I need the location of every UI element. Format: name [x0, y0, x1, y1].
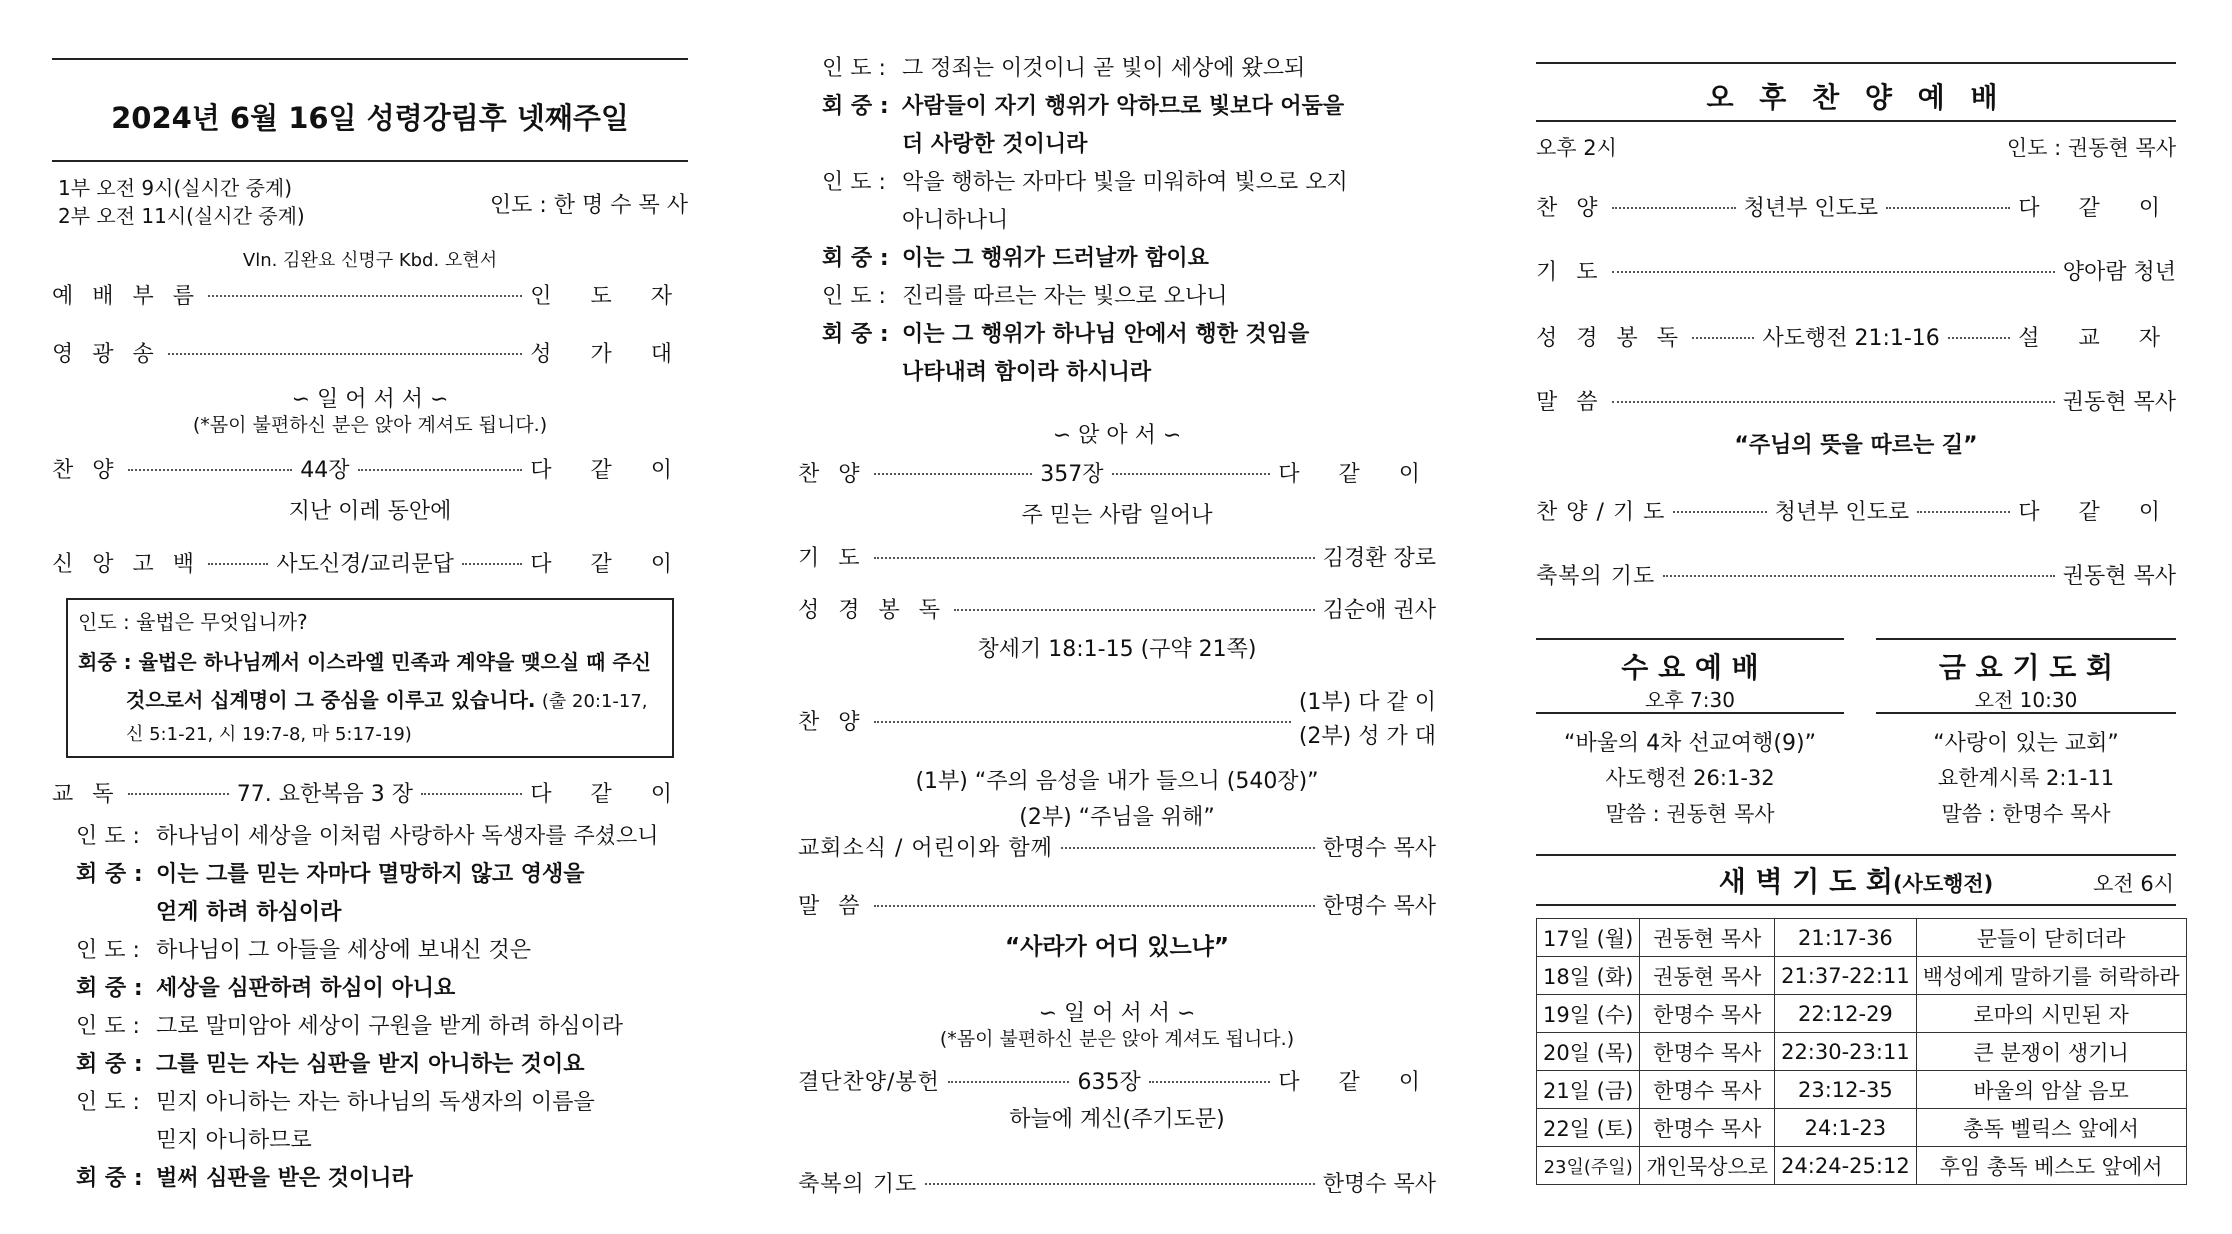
sitdown-heading: ∽ 앉 아 서 ∽ — [1052, 423, 1182, 448]
friday-prayer — [1876, 638, 2176, 838]
order-right: 김경환 장로 — [1322, 545, 1436, 571]
order-label: 축복의 기도 — [798, 1171, 918, 1197]
title-cell: 후임 총독 베스도 앞에서 — [1916, 1147, 2186, 1185]
leader-dots — [1112, 473, 1271, 475]
catechism-q-text: 율법은 무엇입니까? — [136, 610, 308, 634]
order-item — [798, 1162, 1436, 1202]
order-label: 축복의 기도 — [1536, 563, 1656, 589]
order-item — [798, 536, 1436, 576]
day-cell: 17일 (월) — [1537, 919, 1640, 957]
catechism-answer — [78, 646, 651, 675]
order-item — [1536, 250, 2176, 290]
order-item — [52, 542, 688, 582]
order-right: 성 가 대 — [530, 341, 688, 367]
reading-line: 믿지 아니하므로 — [156, 1128, 312, 1153]
order-right: 양아람 청년 — [2062, 259, 2176, 285]
hymn-title: 주 믿는 사람 일어나 — [1021, 503, 1213, 528]
standup-note: (*몸이 불편하신 분은 앉아 계셔도 됩니다.) — [192, 414, 548, 436]
leader-dots — [948, 1081, 1070, 1083]
column-other-services — [1536, 0, 2180, 1234]
order-label: 찬 양 — [1536, 195, 1604, 221]
leader-dots — [1917, 511, 2010, 513]
order-item — [798, 452, 1436, 492]
divider — [1536, 120, 2176, 122]
pm-leader: 인도 : 권동현 목사 — [2006, 136, 2176, 160]
leader-dots — [1061, 847, 1315, 849]
catechism-a-line1: 율법은 하나님께서 이스라엘 민족과 계약을 맺으실 때 주신 — [138, 650, 651, 674]
schedule-row — [1537, 1071, 2187, 1109]
order-middle: 44장 — [300, 457, 350, 483]
passage-cell: 21:17-36 — [1775, 919, 1917, 957]
leader-dots — [208, 295, 522, 297]
wed-speaker: 말씀 : 권동현 목사 — [1605, 802, 1775, 826]
reading-line: 나타내려 함이라 하시니라 — [902, 360, 1152, 385]
reading-line: 인 도 : 하나님이 세상을 이처럼 사랑하사 독생자를 주셨으니 — [76, 824, 659, 849]
day-cell: 20일 (목) — [1537, 1033, 1640, 1071]
catechism-answer-2 — [126, 684, 648, 713]
reading-line: 회 중 : 그를 믿는 자는 심판을 받지 아니하는 것이요 — [76, 1052, 585, 1077]
leader-dots — [208, 563, 268, 565]
wed-sermon: “바울의 4차 선교여행(9)” — [1564, 731, 1816, 756]
title-cell: 로마의 시민된 자 — [1916, 995, 2186, 1033]
leader-dots — [421, 793, 522, 795]
order-label: 영 광 송 — [52, 341, 160, 367]
order-item — [798, 588, 1436, 628]
order-right: 인 도 자 — [530, 283, 688, 309]
leader-dots — [874, 721, 1291, 723]
reading-line: 회 중 : 벌써 심판을 받은 것이니라 — [76, 1166, 413, 1191]
reading-line: 회 중 : 이는 그 행위가 하나님 안에서 행한 것임을 — [822, 322, 1310, 347]
divider — [52, 58, 688, 60]
order-label: 찬 양 / 기 도 — [1536, 499, 1666, 525]
day-cell: 22일 (토) — [1537, 1109, 1640, 1147]
order-item — [798, 884, 1436, 924]
reading-line: 얻게 하려 하심이라 — [156, 900, 342, 925]
catechism-question — [78, 606, 308, 635]
page-title: 2024년 6월 16일 성령강림후 넷째주일 — [111, 101, 629, 135]
leader-dots — [925, 1183, 1314, 1185]
divider — [1536, 712, 1844, 714]
schedule-row — [1537, 1033, 2187, 1071]
dawn-schedule-table — [1536, 918, 2187, 1185]
fri-speaker: 말씀 : 한명수 목사 — [1941, 802, 2111, 826]
order-middle: 357장 — [1040, 461, 1104, 487]
schedule-row — [1537, 1147, 2187, 1185]
wed-reference: 사도행전 26:1-32 — [1605, 766, 1775, 790]
divider — [52, 160, 688, 162]
service-leader: 인도 : 한 명 수 목 사 — [489, 193, 688, 218]
dawn-title: 새 벽 기 도 회 — [1718, 865, 1893, 898]
wed-time: 오후 7:30 — [1645, 688, 1735, 712]
leader-dots — [874, 473, 1033, 475]
responsive-reading — [822, 50, 1436, 392]
leader-dots — [128, 793, 229, 795]
catechism-q-speaker: 인도 : — [78, 610, 130, 634]
leader-dots — [874, 905, 1315, 907]
standup-note: (*몸이 불편하신 분은 앉아 계셔도 됩니다.) — [939, 1028, 1295, 1050]
order-middle: 사도행전 21:1-16 — [1762, 325, 1940, 351]
order-label: 찬 양 — [52, 457, 120, 483]
reading-line: 회 중 : 세상을 심판하려 하심이 아니요 — [76, 976, 456, 1001]
divider — [1876, 712, 2176, 714]
anthem-title-1: (1부) “주의 음성을 내가 들으니 (540장)” — [915, 769, 1319, 794]
catechism-ref-1: (출 20:1-17, — [541, 691, 648, 712]
fri-title: 금 요 기 도 회 — [1938, 651, 2114, 684]
order-item — [798, 1060, 1436, 1100]
speaker-cell: 한명수 목사 — [1640, 1033, 1775, 1071]
order-right: 다 같 이 — [530, 551, 688, 577]
order-right: 한명수 목사 — [1322, 835, 1436, 861]
order-label: 예 배 부 름 — [52, 283, 200, 309]
order-right: 다 같 이 — [2018, 499, 2177, 525]
order-item — [1536, 554, 2176, 594]
speaker-cell: 권동현 목사 — [1640, 919, 1775, 957]
order-label: 결단찬양/봉헌 — [798, 1069, 940, 1095]
speaker-cell: 한명수 목사 — [1640, 995, 1775, 1033]
hymn-title: 지난 이레 동안에 — [288, 499, 452, 524]
passage-cell: 22:12-29 — [1775, 995, 1917, 1033]
leader-dots — [1149, 1081, 1271, 1083]
title-cell: 문들이 닫히더라 — [1916, 919, 2186, 957]
pm-sermon-title: “주님의 뜻을 따르는 길” — [1734, 433, 1978, 458]
wednesday-service — [1536, 638, 1844, 838]
dawn-schedule-body — [1537, 919, 2187, 1185]
reading-line: 회 중 : 이는 그를 믿는 자마다 멸망하지 않고 영생을 — [76, 862, 585, 887]
order-item — [1536, 186, 2176, 226]
leader-dots — [1948, 337, 2010, 339]
leader-dots — [1663, 575, 2054, 577]
order-label: 말 씀 — [1536, 389, 1604, 415]
reading-line: 인 도 : 그로 말미암아 세상이 구원을 받게 하려 하심이라 — [76, 1014, 624, 1039]
reading-line: 아니하나니 — [902, 208, 1009, 233]
divider — [1536, 904, 2176, 906]
reading-line: 인 도 : 진리를 따르는 자는 빛으로 오나니 — [822, 284, 1228, 309]
catechism-box — [66, 598, 674, 758]
leader-dots — [358, 469, 523, 471]
column-morning-service — [52, 0, 688, 1234]
order-right: 다 같 이 — [2018, 195, 2177, 221]
order-label: 성 경 봉 독 — [798, 597, 946, 623]
schedule-row — [1537, 957, 2187, 995]
responsive-reading — [76, 818, 688, 1198]
leader-dots — [1612, 271, 2055, 273]
day-cell: 19일 (수) — [1537, 995, 1640, 1033]
order-item — [1536, 380, 2176, 420]
order-item — [798, 690, 1436, 749]
leader-dots — [1612, 401, 2055, 403]
order-right: 한명수 목사 — [1322, 893, 1436, 919]
divider — [1876, 638, 2176, 640]
title-cell: 총독 벨릭스 앞에서 — [1916, 1109, 2186, 1147]
order-middle: 635장 — [1077, 1069, 1141, 1095]
day-cell: 21일 (금) — [1537, 1071, 1640, 1109]
order-middle: 청년부 인도로 — [1774, 499, 1910, 525]
order-right: 한명수 목사 — [1322, 1171, 1436, 1197]
order-label: 교회소식 / 어린이와 함께 — [798, 835, 1053, 861]
wed-title: 수 요 예 배 — [1621, 651, 1759, 684]
reading-line: 인 도 : 믿지 아니하는 자는 하나님의 독생자의 이름을 — [76, 1090, 595, 1115]
passage-cell: 24:1-23 — [1775, 1109, 1917, 1147]
fri-sermon: “사랑이 있는 교회” — [1933, 731, 2119, 756]
order-right: 다 같 이 — [530, 457, 688, 483]
schedule-row — [1537, 919, 2187, 957]
order-item — [798, 826, 1436, 866]
reading-line: 인 도 : 악을 행하는 자마다 빛을 미워하여 빛으로 오지 — [822, 170, 1348, 195]
passage-cell: 21:37-22:11 — [1775, 957, 1917, 995]
speaker-cell: 개인묵상으로 — [1640, 1147, 1775, 1185]
order-label: 찬 양 — [798, 709, 866, 735]
reading-line: 인 도 : 그 정죄는 이것이니 곧 빛이 세상에 왔으되 — [822, 56, 1306, 81]
dawn-time: 오전 6시 — [2093, 872, 2174, 896]
catechism-a-line2: 것으로서 십계명이 그 중심을 이루고 있습니다. — [126, 688, 536, 712]
leader-dots — [1886, 207, 2010, 209]
order-item — [1536, 316, 2176, 356]
pm-time: 오후 2시 — [1536, 136, 1617, 160]
order-item — [1536, 490, 2176, 530]
order-right: 다 같 이 — [530, 781, 689, 807]
order-right: 설 교 자 — [2018, 325, 2176, 351]
reading-line: 인 도 : 하나님이 그 아들을 세상에 보내신 것은 — [76, 938, 531, 963]
schedule-row — [1537, 995, 2187, 1033]
order-right: 권동현 목사 — [2062, 563, 2176, 589]
leader-dots — [1612, 207, 1736, 209]
order-label: 말 씀 — [798, 893, 866, 919]
order-right-pair — [1299, 686, 1436, 754]
title-cell: 백성에게 말하기를 허락하라 — [1916, 957, 2186, 995]
service-time-2: 2부 오전 11시(실시간 중계) — [58, 204, 305, 228]
leader-dots — [1673, 511, 1766, 513]
order-right: 김순애 권사 — [1322, 597, 1436, 623]
passage-cell: 23:12-35 — [1775, 1071, 1917, 1109]
order-middle: 사도신경/교리문답 — [276, 551, 454, 577]
order-item — [52, 448, 688, 488]
closing-title: 하늘에 계신(주기도문) — [1009, 1107, 1225, 1132]
pm-service-title: 오 후 찬 양 예 배 — [1706, 81, 2006, 114]
musicians: Vln. 김완요 신명구 Kbd. 오현서 — [242, 250, 498, 271]
service-time-1: 1부 오전 9시(실시간 중계) — [58, 176, 293, 200]
fri-time: 오전 10:30 — [1974, 688, 2078, 712]
day-cell: 23일(주일) — [1537, 1147, 1640, 1185]
day-cell: 18일 (화) — [1537, 957, 1640, 995]
order-label: 신 앙 고 백 — [52, 551, 200, 577]
catechism-ref-2: 신 5:1-21, 시 19:7-8, 마 5:17-19) — [126, 724, 412, 745]
catechism-a-speaker: 회중 : — [78, 650, 132, 674]
sermon-title: “사라가 어디 있느냐” — [1005, 934, 1229, 960]
order-label: 찬 양 — [798, 461, 866, 487]
order-item — [52, 772, 688, 812]
passage-cell: 24:24-25:12 — [1775, 1147, 1917, 1185]
dawn-heading — [1536, 860, 2176, 900]
order-middle: 77. 요한복음 3 장 — [236, 781, 413, 807]
leader-dots — [954, 609, 1315, 611]
standup-heading: ∽ 일 어 서 서 ∽ — [291, 387, 449, 412]
standup-heading: ∽ 일 어 서 서 ∽ — [1038, 1001, 1196, 1026]
order-item — [52, 332, 688, 372]
reading-line: 회 중 : 사람들이 자기 행위가 악하므로 빛보다 어둠을 — [822, 94, 1345, 119]
leader-dots — [1692, 337, 1754, 339]
column-service-continued — [798, 0, 1436, 1234]
leader-dots — [462, 563, 522, 565]
schedule-row — [1537, 1109, 2187, 1147]
leader-dots — [128, 469, 293, 471]
dawn-subtitle: (사도행전) — [1892, 872, 1994, 896]
divider — [1536, 638, 1844, 640]
reading-line: 회 중 : 이는 그 행위가 드러날까 함이요 — [822, 246, 1209, 271]
title-cell: 바울의 암살 음모 — [1916, 1071, 2186, 1109]
order-label: 성 경 봉 독 — [1536, 325, 1684, 351]
order-right: 다 같 이 — [1278, 1069, 1436, 1095]
leader-dots — [168, 353, 523, 355]
scripture-reference: 창세기 18:1-15 (구약 21쪽) — [977, 637, 1257, 662]
order-item — [52, 274, 688, 314]
order-right: 다 같 이 — [1278, 461, 1436, 487]
order-right-2: (2부) 성 가 대 — [1298, 724, 1436, 749]
speaker-cell: 한명수 목사 — [1640, 1109, 1775, 1147]
order-right-1: (1부) 다 같 이 — [1298, 690, 1436, 715]
order-label: 교 독 — [52, 781, 120, 807]
anthem-title-2: (2부) “주님을 위해” — [1019, 805, 1215, 830]
fri-reference: 요한계시록 2:1-11 — [1937, 766, 2115, 790]
order-label: 기 도 — [1536, 259, 1604, 285]
order-middle: 청년부 인도로 — [1743, 195, 1879, 221]
speaker-cell: 한명수 목사 — [1640, 1071, 1775, 1109]
divider — [1536, 854, 2176, 856]
reading-line: 더 사랑한 것이니라 — [902, 132, 1088, 157]
order-label: 기 도 — [798, 545, 866, 571]
title-cell: 큰 분쟁이 생기니 — [1916, 1033, 2186, 1071]
passage-cell: 22:30-23:11 — [1775, 1033, 1917, 1071]
divider — [1536, 62, 2176, 64]
order-right: 권동현 목사 — [2062, 389, 2176, 415]
leader-dots — [874, 557, 1315, 559]
speaker-cell: 권동현 목사 — [1640, 957, 1775, 995]
